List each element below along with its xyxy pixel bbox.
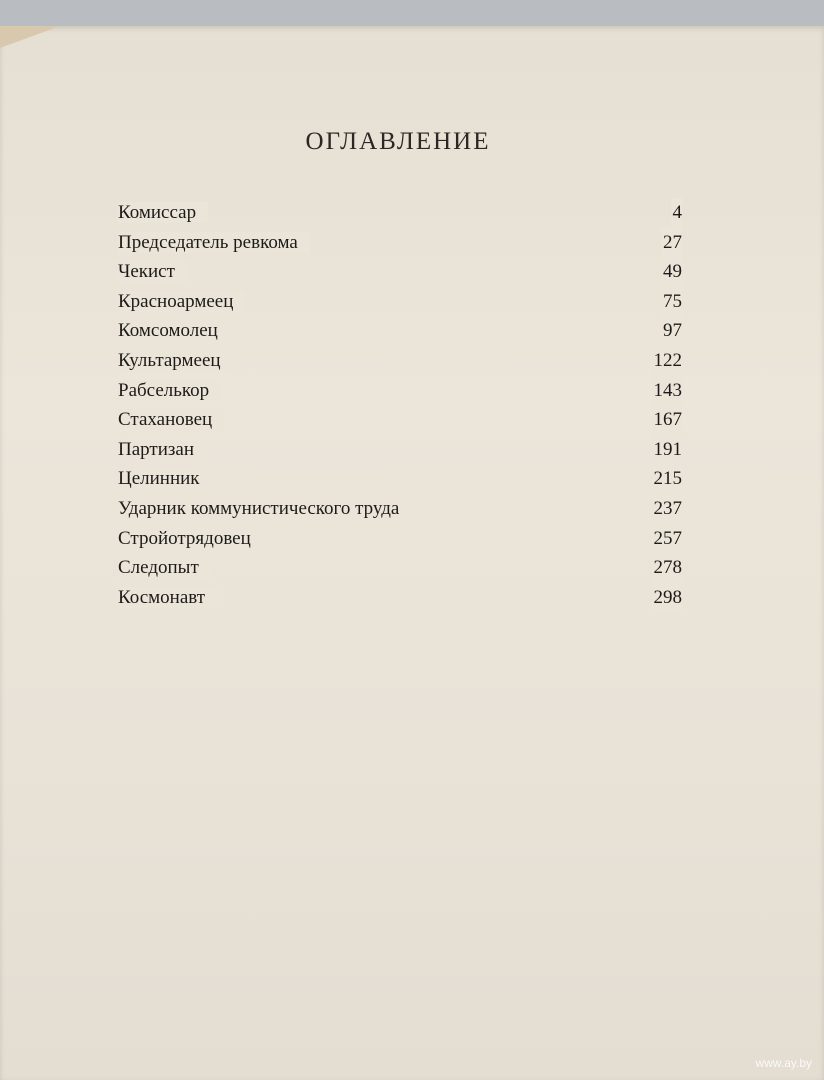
toc-entry-title: Следопыт [118,557,211,578]
toc-page-number: 167 [652,405,683,435]
toc-entry-title: Красноармеец [118,291,245,312]
toc-entry-title: Стахановец [118,409,224,430]
toc-entry-title: Партизан [118,439,206,460]
toc-entry-title: Чекист [118,261,187,282]
toc-row [118,405,682,435]
toc-page-number: 49 [661,257,682,287]
toc-row [118,346,682,376]
toc-page-number: 298 [652,583,683,613]
toc-page-number: 191 [652,435,683,465]
toc-entry-title: Комиссар [118,202,208,223]
toc-page-number: 278 [652,553,683,583]
toc-row [118,257,682,287]
toc-row [118,287,682,317]
toc-row [118,316,682,346]
toc-page-number: 257 [652,524,683,554]
toc-row [118,583,682,613]
toc-entry-title: Комсомолец [118,320,230,341]
toc-page-number: 75 [661,287,682,317]
table-of-contents [118,198,682,612]
toc-entry-title: Целинник [118,468,212,489]
toc-page-number: 97 [661,316,682,346]
toc-entry-title: Председатель ревкома [118,232,310,253]
page-corner-fold [0,26,60,48]
toc-entry-title: Культармеец [118,350,233,371]
toc-entry-title: Стройотрядовец [118,528,263,549]
toc-page-number: 237 [652,494,683,524]
toc-page-number: 143 [652,376,683,406]
toc-page-number: 27 [661,228,682,258]
toc-page-number: 215 [652,464,683,494]
toc-row [118,376,682,406]
toc-entry-title: Космонавт [118,587,217,608]
toc-page-number: 4 [671,198,683,228]
toc-entry-title: Рабселькор [118,380,221,401]
toc-entry-title: Ударник коммунистического труда [118,498,411,519]
toc-row [118,464,682,494]
toc-row [118,553,682,583]
toc-row [118,198,682,228]
toc-row [118,524,682,554]
page-title: ОГЛАВЛЕНИЕ [305,128,491,155]
toc-row [118,228,682,258]
toc-row [118,494,682,524]
watermark: www.ay.by [755,1056,812,1070]
toc-row [118,435,682,465]
toc-page-number: 122 [652,346,683,376]
